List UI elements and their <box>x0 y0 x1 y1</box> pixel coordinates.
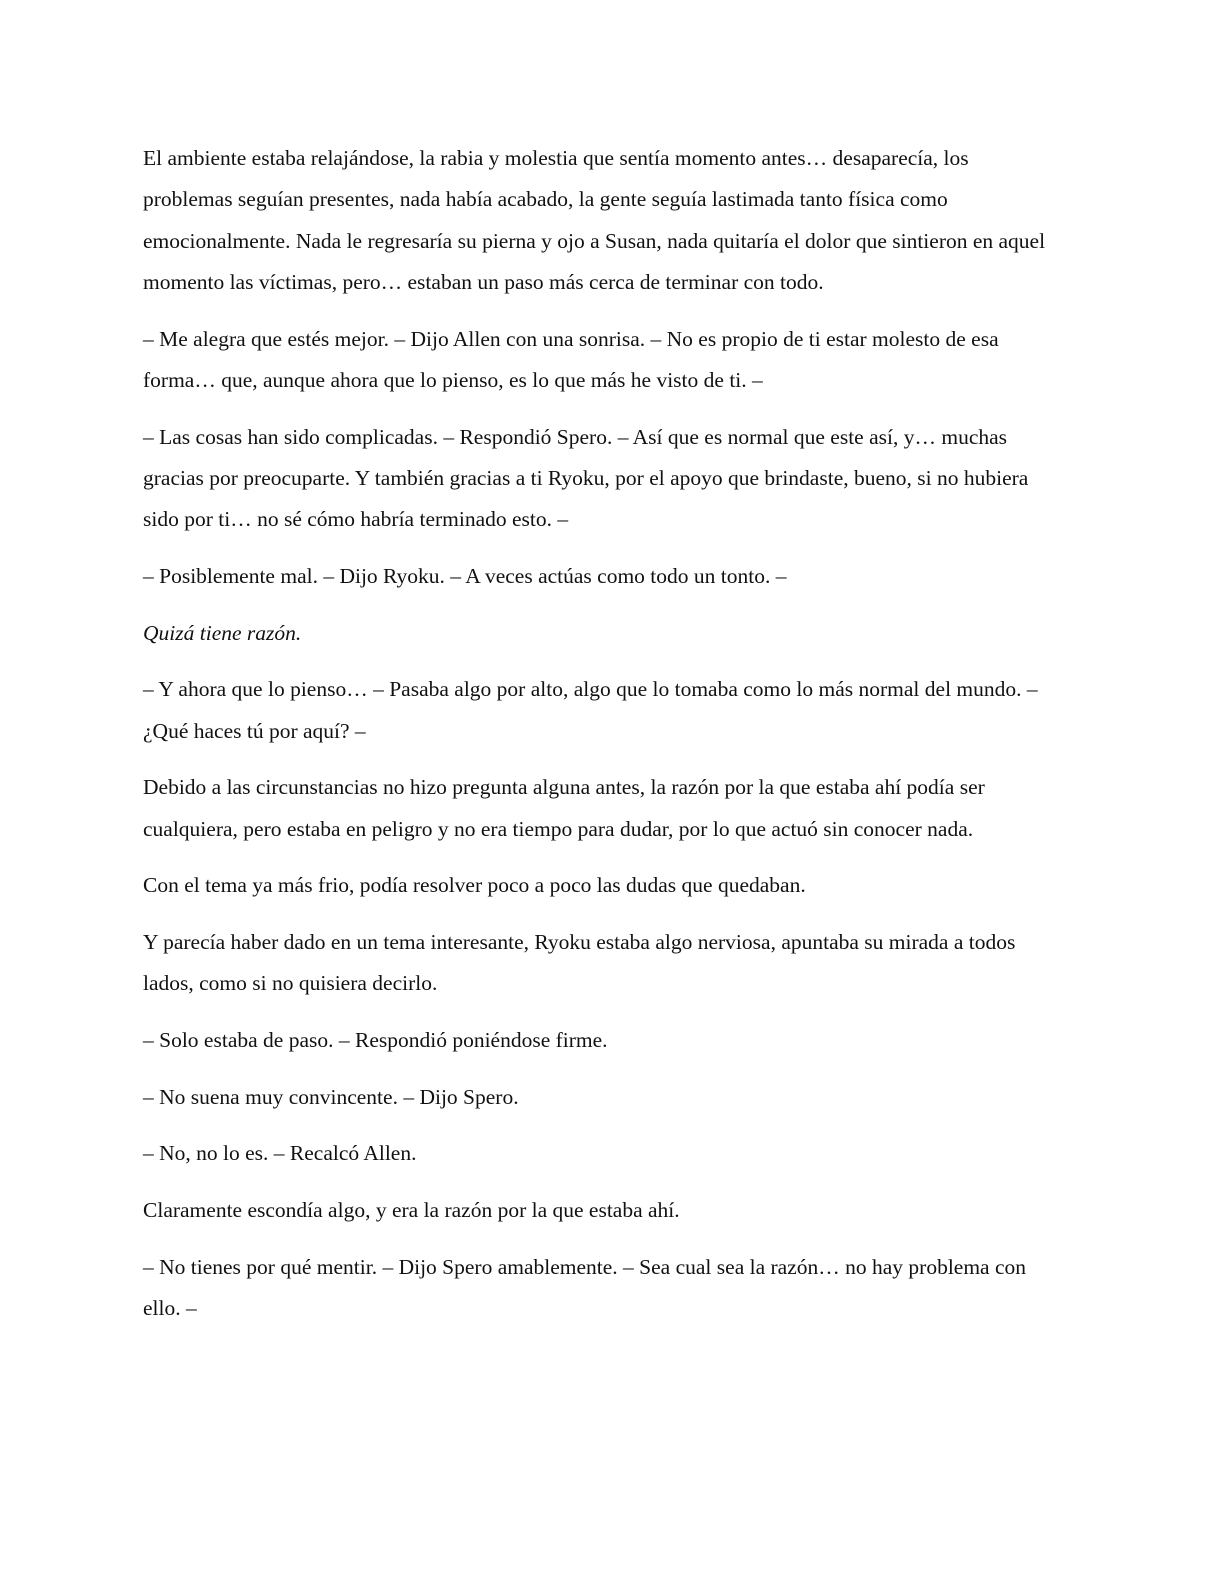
paragraph-1: El ambiente estaba relajándose, la rabia y molestia que sentía momento antes… desaparecía, los problemas seguían presentes, nada había acabado, la gente seguía lastimada tanto física como emocionalmente. Nada le regresaría su pierna y ojo a Susan, nada quitaría el dolor que sintieron en aquel momento las víctimas, pero… estaban un paso más cerca de terminar con todo. <box>143 146 1046 294</box>
paragraph-14: – No tienes por qué mentir. – Dijo Spero amablemente. – Sea cual sea la razón… no hay problema con ello. – <box>143 1254 1027 1320</box>
paragraph-12: – No, no lo es. – Recalcó Allen. <box>143 1141 417 1166</box>
paragraph-4: – Posiblemente mal. – Dijo Ryoku. – A veces actúas como todo un tonto. – <box>143 563 787 588</box>
paragraph-6: – Y ahora que lo pienso… – Pasaba algo por alto, algo que lo tomaba como lo más normal del mundo. – ¿Qué haces tú por aquí? – <box>143 677 1038 743</box>
document-page <box>143 138 1063 1345</box>
paragraph-10: – Solo estaba de paso. – Respondió poniéndose firme. <box>143 1027 608 1052</box>
paragraph-2: – Me alegra que estés mejor. – Dijo Allen con una sonrisa. – No es propio de ti estar molesto de esa forma… que, aunque ahora que lo pienso, es lo que más he visto de ti. – <box>143 326 999 392</box>
paragraph-8: Con el tema ya más frio, podía resolver poco a poco las dudas que quedaban. <box>143 873 806 898</box>
paragraph-5-thought: Quizá tiene razón. <box>143 620 302 645</box>
paragraph-7: Debido a las circunstancias no hizo pregunta alguna antes, la razón por la que estaba ahí podía ser cualquiera, pero estaba en peligro y no era tiempo para dudar, por lo que actuó sin conocer nada. <box>143 775 985 841</box>
paragraph-11: – No suena muy convincente. – Dijo Spero. <box>143 1084 519 1109</box>
paragraph-3: – Las cosas han sido complicadas. – Respondió Spero. – Así que es normal que este así, y… muchas gracias por preocuparte. Y también gracias a ti Ryoku, por el apoyo que brindaste, bueno, si no hubiera sido por ti… no sé cómo habría terminado esto. – <box>143 424 1029 532</box>
paragraph-9: Y parecía haber dado en un tema interesante, Ryoku estaba algo nerviosa, apuntaba su mirada a todos lados, como si no quisiera decirlo. <box>143 929 1016 996</box>
paragraph-13: Claramente escondía algo, y era la razón por la que estaba ahí. <box>143 1197 680 1222</box>
